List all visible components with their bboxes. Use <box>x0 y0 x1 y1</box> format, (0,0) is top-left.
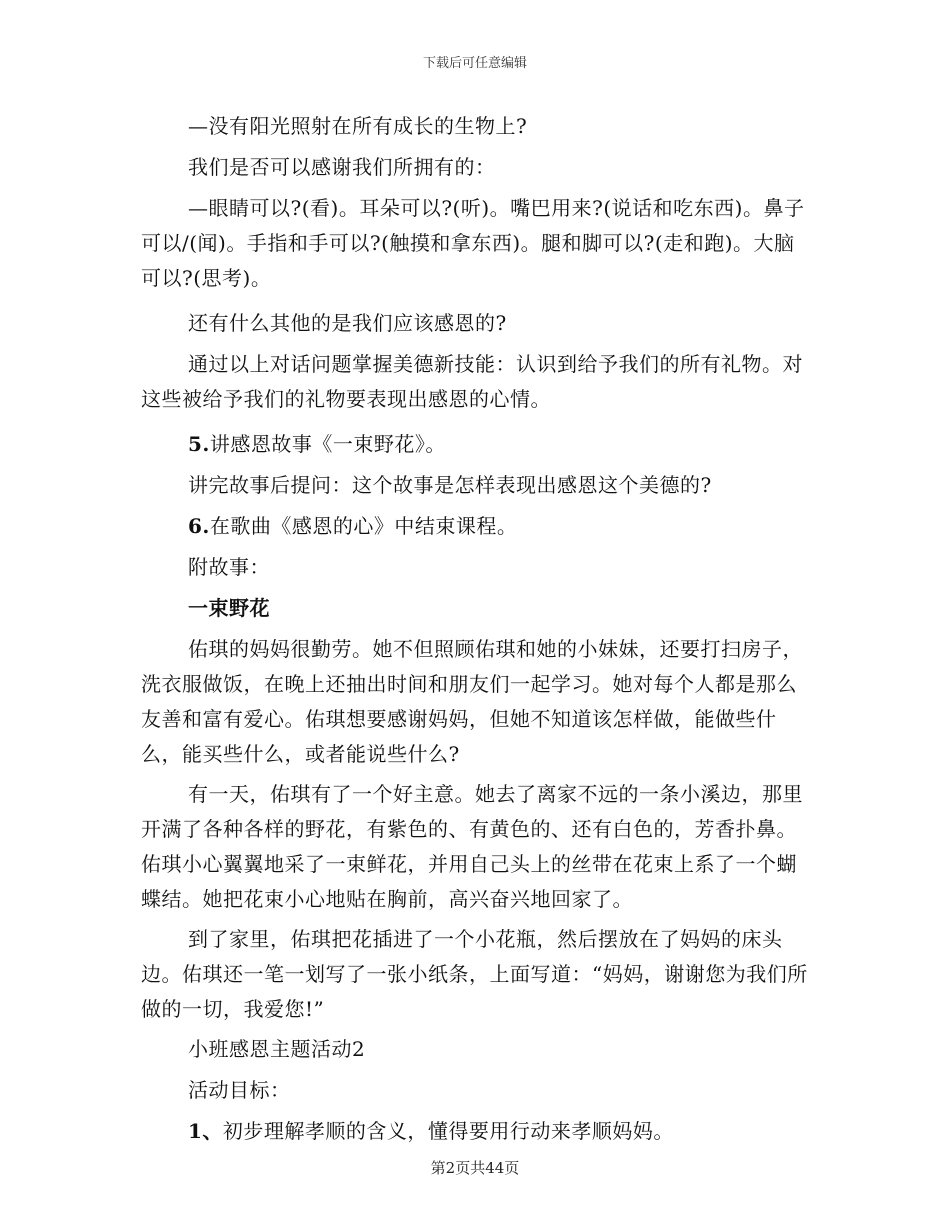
paragraph: 我们是否可以感谢我们所拥有的： <box>188 155 496 179</box>
page-header-note: 下载后可任意编辑 <box>422 56 527 71</box>
paragraph: 还有什么其他的是我们应该感恩的? <box>188 311 507 335</box>
item-number: 5. <box>188 432 210 456</box>
story-paragraph: 到了家里，佑琪把花插进了一个小花瓶，然后摆放在了妈妈的床头边。佑琪还一笔一划写了一张小纸条，上面写道：“妈妈，谢谢您为我们所做的一切，我爱您!” <box>141 927 808 1021</box>
paragraph: —没有阳光照射在所有成长的生物上? <box>188 114 528 138</box>
item-number: 1、 <box>188 1119 223 1143</box>
story-paragraph: 有一天，佑琪有了一个好主意。她去了离家不远的一条小溪边，那里开满了各种各样的野花，有紫色的、有黄色的、还有白色的，芳香扑鼻。佑琪小心翼翼地采了一束鲜花，并用自己头上的丝带在花束上系了一个蝴蝶结。她把花束小心地贴在胸前，高兴奋兴地回家了。 <box>141 782 803 911</box>
numbered-item <box>141 509 809 544</box>
section-heading: 小班感恩主题活动2 <box>188 1037 366 1061</box>
document-body <box>141 109 809 1155</box>
item-text: 在歌曲《感恩的心》中结束课程。 <box>209 514 518 538</box>
story-title: 一束野花 <box>188 596 270 620</box>
story-paragraph: 佑琪的妈妈很勤劳。她不但照顾佑琪和她的小妹妹，还要打扫房子，洗衣服做饭，在晚上还抽出时间和朋友们一起学习。她对每个人都是那么友善和富有爱心。佑琪想要感谢妈妈，但她不知道该怎样做，能做些什么，能买些什么，或者能说些什么? <box>141 637 803 766</box>
paragraph: 讲完故事后提问：这个故事是怎样表现出感恩这个美德的? <box>188 473 712 497</box>
paragraph: 活动目标： <box>188 1078 291 1102</box>
item-number: 6. <box>188 514 210 538</box>
item-text: 讲感恩故事《一束野花》。 <box>209 432 446 456</box>
numbered-item <box>141 427 809 462</box>
numbered-item <box>141 1114 809 1149</box>
paragraph: 附故事： <box>188 555 270 579</box>
item-text: 初步理解孝顺的含义，懂得要用行动来孝顺妈妈。 <box>222 1119 674 1143</box>
paragraph: 通过以上对话问题掌握美德新技能：认识到给予我们的所有礼物。对这些被给予我们的礼物要表现出感恩的心情。 <box>141 352 803 411</box>
page-number-footer: 第2页共44页 <box>430 1159 520 1177</box>
paragraph: —眼睛可以?(看)。耳朵可以?(听)。嘴巴用来?(说话和吃东西)。鼻子可以/(闻)。手指和手可以?(触摸和拿东西)。腿和脚可以?(走和跑)。大脑可以?(思考)。 <box>141 196 805 290</box>
